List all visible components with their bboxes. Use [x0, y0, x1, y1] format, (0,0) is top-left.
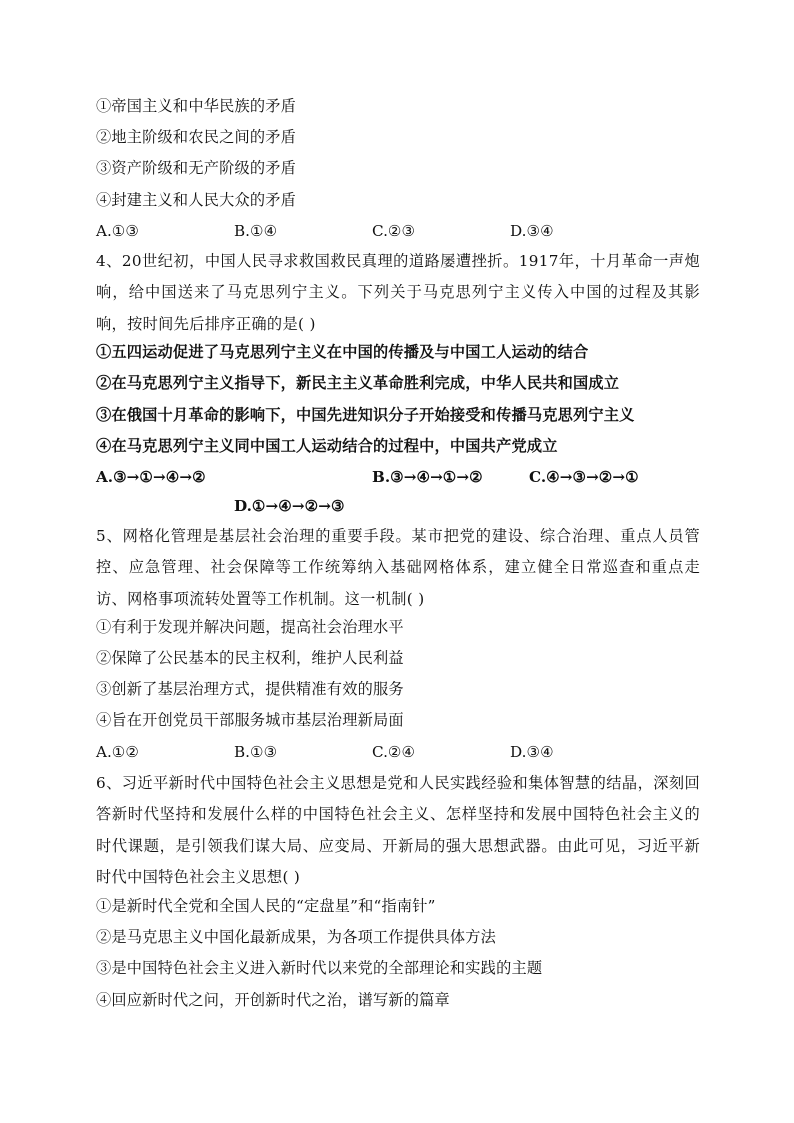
q4-option-1: ①五四运动促进了马克思列宁主义在中国的传播及与中国工人运动的结合	[96, 343, 589, 361]
q4-choice-a: A.③→①→④→②	[96, 468, 206, 486]
q4-option-2: ②在马克思列宁主义指导下，新民主主义革命胜利完成，中华人民共和国成立	[96, 374, 620, 392]
q4-stem: 4、20世纪初，中国人民寻求救国救民真理的道路屡遭挫折。1917年，十月革命一声炮响，给中国送来了马克思列宁主义。下列关于马克思列宁主义传入中国的过程及其影响，按时间先后排序正确的是( )	[96, 252, 700, 333]
q6-option-1: ①是新时代全党和全国人民的“定盘星”和“指南针”	[96, 897, 436, 915]
q4-choice-b: B.③→④→①→②	[372, 468, 483, 486]
q5-option-3: ③创新了基层治理方式，提供精准有效的服务	[96, 680, 404, 698]
q5-stem: 5、网格化管理是基层社会治理的重要手段。某市把党的建设、综合治理、重点人员管控、应急管理、社会保障等工作统筹纳入基础网格体系，建立健全日常巡查和重点走访、网格事项流转处置等工作机制。这一机制( )	[96, 527, 700, 608]
q3-choice-a: A.①③	[96, 222, 140, 240]
q5-option-4: ④旨在开创党员干部服务城市基层治理新局面	[96, 711, 404, 729]
q5-option-2: ②保障了公民基本的民主权利，维护人民利益	[96, 649, 404, 667]
q3-option-3: ③资产阶级和无产阶级的矛盾	[96, 159, 297, 177]
q3-choice-b: B.①④	[234, 222, 278, 240]
q6-option-3: ③是中国特色社会主义进入新时代以来党的全部理论和实践的主题	[96, 959, 543, 977]
q3-choice-c: C.②③	[372, 222, 416, 240]
q3-option-1: ①帝国主义和中华民族的矛盾	[96, 97, 297, 115]
q6-stem: 6、习近平新时代中国特色社会主义思想是党和人民实践经验和集体智慧的结晶，深刻回答新时代坚持和发展什么样的中国特色社会主义、怎样坚持和发展中国特色社会主义的时代课题，是引领我们谋大局、应变局、开新局的强大思想武器。由此可见，习近平新时代中国特色社会主义思想( )	[96, 774, 700, 886]
q4-choice-d: D.①→④→②→③	[234, 497, 345, 515]
q3-option-2: ②地主阶级和农民之间的矛盾	[96, 128, 297, 146]
q3-option-4: ④封建主义和人民大众的矛盾	[96, 191, 297, 209]
q3-choice-d: D.③④	[510, 222, 554, 240]
q4-choice-c: C.④→③→②→①	[529, 468, 639, 486]
q6-option-4: ④回应新时代之问，开创新时代之治，谱写新的篇章	[96, 991, 450, 1009]
q5-option-1: ①有利于发现并解决问题，提高社会治理水平	[96, 618, 404, 636]
q6-option-2: ②是马克思主义中国化最新成果，为各项工作提供具体方法	[96, 928, 497, 946]
q4-option-4: ④在马克思列宁主义同中国工人运动结合的过程中，中国共产党成立	[96, 437, 558, 455]
q5-choice-a: A.①②	[96, 743, 140, 761]
q5-choice-d: D.③④	[510, 743, 554, 761]
q4-option-3: ③在俄国十月革命的影响下，中国先进知识分子开始接受和传播马克思列宁主义	[96, 406, 635, 424]
q5-choice-c: C.②④	[372, 743, 416, 761]
q5-choice-b: B.①③	[234, 743, 278, 761]
